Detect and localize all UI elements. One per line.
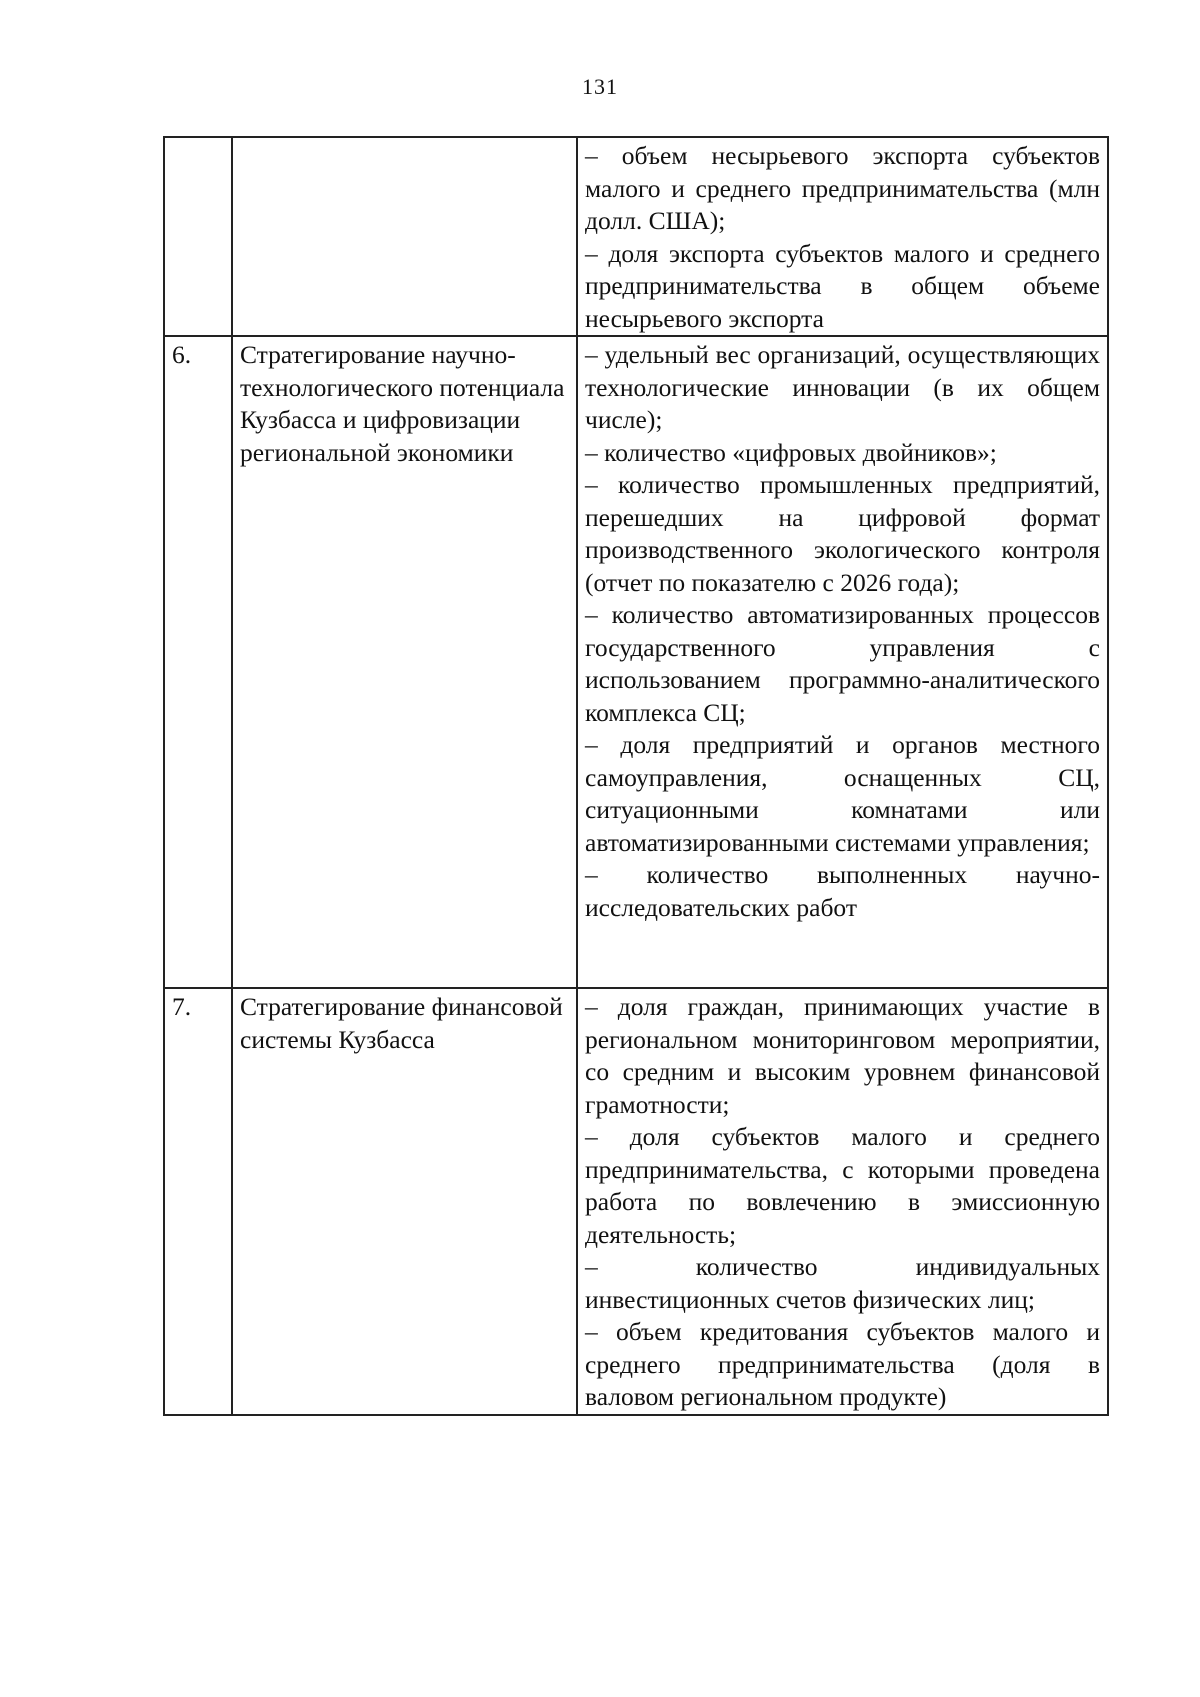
row-number-cell: 6. [164,336,232,988]
indicator-item: – количество автоматизированных процессов государственного управления с использованием программно-аналитического комплекса СЦ; [585,600,1100,727]
indicator-item: – количество промышленных предприятий, перешедших на цифровой формат производственного экологического контроля (отчет по показателю с 2026 года); [585,470,1100,597]
row-number-cell: 7. [164,988,232,1415]
row-name-cell: Стратегирование научно-технологического потенциала Кузбасса и цифровизации региональной экономики [232,336,577,988]
page-number: 131 [582,74,618,99]
indicator-item: – доля предприятий и органов местного самоуправления, оснащенных СЦ, ситуационными комнатами или автоматизированными системами управления; [585,730,1100,857]
row-name-cell [232,137,577,336]
row-number-cell [164,137,232,336]
row-indicators-cell [577,137,1108,336]
table-row [164,988,1108,1415]
indicator-item: – объем несырьевого экспорта субъектов малого и среднего предпринимательства (млн долл. США); [585,141,1100,235]
indicator-item: – доля граждан, принимающих участие в региональном мониторинговом мероприятии, со средним и высоким уровнем финансовой грамотности; [585,992,1100,1119]
indicator-item: – доля экспорта субъектов малого и среднего предпринимательства в общем объеме несырьевого экспорта [585,238,1100,333]
row-indicators-cell [577,988,1108,1415]
indicator-item: – доля субъектов малого и среднего предпринимательства, с которыми проведена работа по вовлечению в эмиссионную деятельность; [585,1122,1100,1249]
row-indicators-cell [577,336,1108,988]
row-name-cell: Стратегирование финансовой системы Кузбасса [232,988,577,1415]
indicator-item: – количество индивидуальных инвестиционных счетов физических лиц; [585,1252,1100,1314]
table-row [164,137,1108,336]
indicator-item: – количество «цифровых двойников»; [585,437,997,467]
indicator-item: – объем кредитования субъектов малого и среднего предпринимательства (доля в валовом региональном продукте) [585,1317,1100,1411]
table-row [164,336,1108,988]
indicators-table [163,136,1109,1416]
indicator-item: – удельный вес организаций, осуществляющих технологические инновации (в их общем числе); [585,340,1100,434]
indicator-item: – количество выполненных научно-исследовательских работ [585,860,1100,922]
